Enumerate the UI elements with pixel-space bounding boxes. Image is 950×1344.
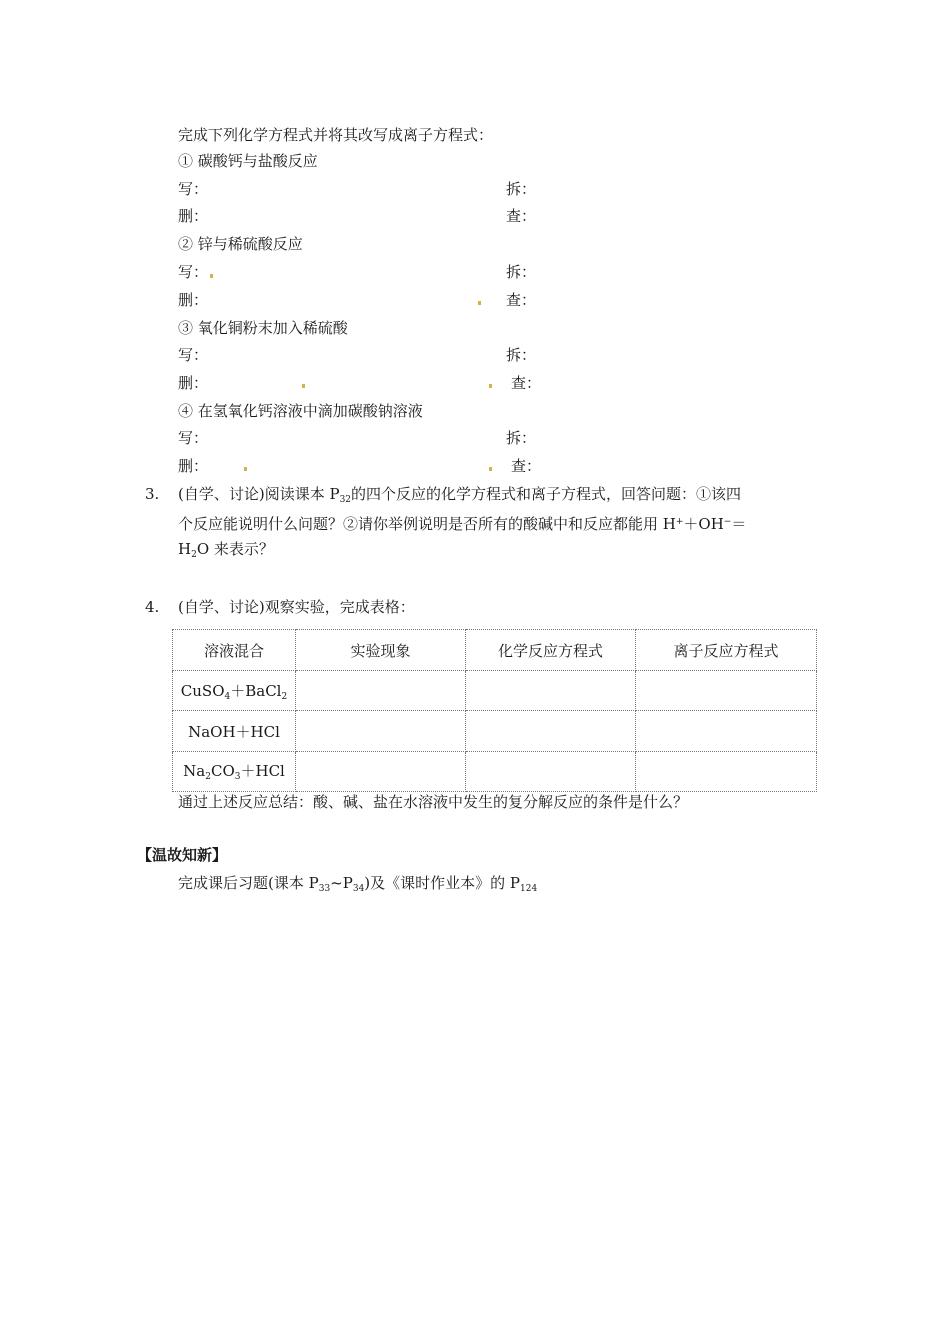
mix-cell: $Na_2CO_3+HCl$ [173, 751, 296, 791]
ionic-equation-cell[interactable] [636, 711, 817, 751]
q3-number: 3. [145, 485, 160, 503]
item-1-title: ① 碳酸钙与盐酸反应 [178, 152, 318, 170]
chemical-equation-cell[interactable] [466, 671, 636, 711]
q4-summary: 通过上述反应总结：酸、碱、盐在水溶液中发生的复分解反应的条件是什么？ [178, 793, 689, 811]
table-row [173, 711, 817, 751]
item-3-split-label: 拆： [506, 346, 537, 364]
chemical-equation-cell[interactable] [466, 751, 636, 791]
experiment-table [172, 629, 817, 792]
header-cell: 溶液混合 [173, 630, 296, 671]
item-3-check-label: 查： [511, 374, 542, 392]
item-3-delete-label: 删： [178, 374, 209, 392]
table-header-row [173, 630, 817, 671]
item-1-write-label: 写： [178, 180, 209, 198]
yellow-mark [210, 274, 213, 278]
item-2-delete-label: 删： [178, 291, 209, 309]
intro-text: 完成下列化学方程式并将其改写成离子方程式： [178, 126, 494, 144]
item-1-check-label: 查： [506, 207, 537, 225]
ionic-equation-cell[interactable] [636, 671, 817, 711]
q3-line-3: $H_2O$ 来表示？ [178, 540, 274, 560]
yellow-mark [302, 384, 305, 388]
item-2-title: ② 锌与稀硫酸反应 [178, 235, 303, 253]
review-text: 完成课后习题(课本 $P_{33}\sim P_{34}$)及《课时作业本》的 $P_{124}$ [178, 874, 538, 894]
item-1-delete-label: 删： [178, 207, 209, 225]
item-2-check-label: 查： [506, 291, 537, 309]
yellow-mark [489, 384, 492, 388]
phenomenon-cell[interactable] [296, 671, 466, 711]
mix-cell: CuSO$_4$＋BaCl$_2$ [173, 671, 296, 711]
item-4-title: ④ 在氢氧化钙溶液中滴加碳酸钠溶液 [178, 402, 423, 420]
yellow-mark [489, 467, 492, 471]
q4-number: 4. [145, 598, 160, 616]
q4-text: (自学、讨论)观察实验，完成表格： [178, 598, 415, 616]
item-2-split-label: 拆： [506, 263, 537, 281]
phenomenon-cell[interactable] [296, 751, 466, 791]
item-3-title: ③ 氧化铜粉末加入稀硫酸 [178, 319, 348, 337]
item-3-write-label: 写： [178, 346, 209, 364]
header-cell: 化学反应方程式 [466, 630, 636, 671]
table-row [173, 671, 817, 711]
header-cell: 实验现象 [296, 630, 466, 671]
item-4-check-label: 查： [511, 457, 542, 475]
q3-line-2: 个反应能说明什么问题？②请你举例说明是否所有的酸碱中和反应都能用 H+＋OH−＝ [178, 515, 747, 533]
yellow-mark [244, 467, 247, 471]
table-row [173, 751, 817, 791]
item-1-split-label: 拆： [506, 180, 537, 198]
item-4-delete-label: 删： [178, 457, 209, 475]
item-4-write-label: 写： [178, 429, 209, 447]
review-heading: 【温故知新】 [137, 846, 228, 864]
item-4-split-label: 拆： [506, 429, 537, 447]
q3-line-1: (自学、讨论)阅读课本 $P_{32}$的四个反应的化学方程式和离子方程式，回答问题：①该四 [178, 485, 742, 505]
header-cell: 离子反应方程式 [636, 630, 817, 671]
mix-cell: NaOH＋HCl [173, 711, 296, 751]
ionic-equation-cell[interactable] [636, 751, 817, 791]
chemical-equation-cell[interactable] [466, 711, 636, 751]
phenomenon-cell[interactable] [296, 711, 466, 751]
item-2-write-label: 写： [178, 263, 209, 281]
yellow-mark [478, 301, 481, 305]
